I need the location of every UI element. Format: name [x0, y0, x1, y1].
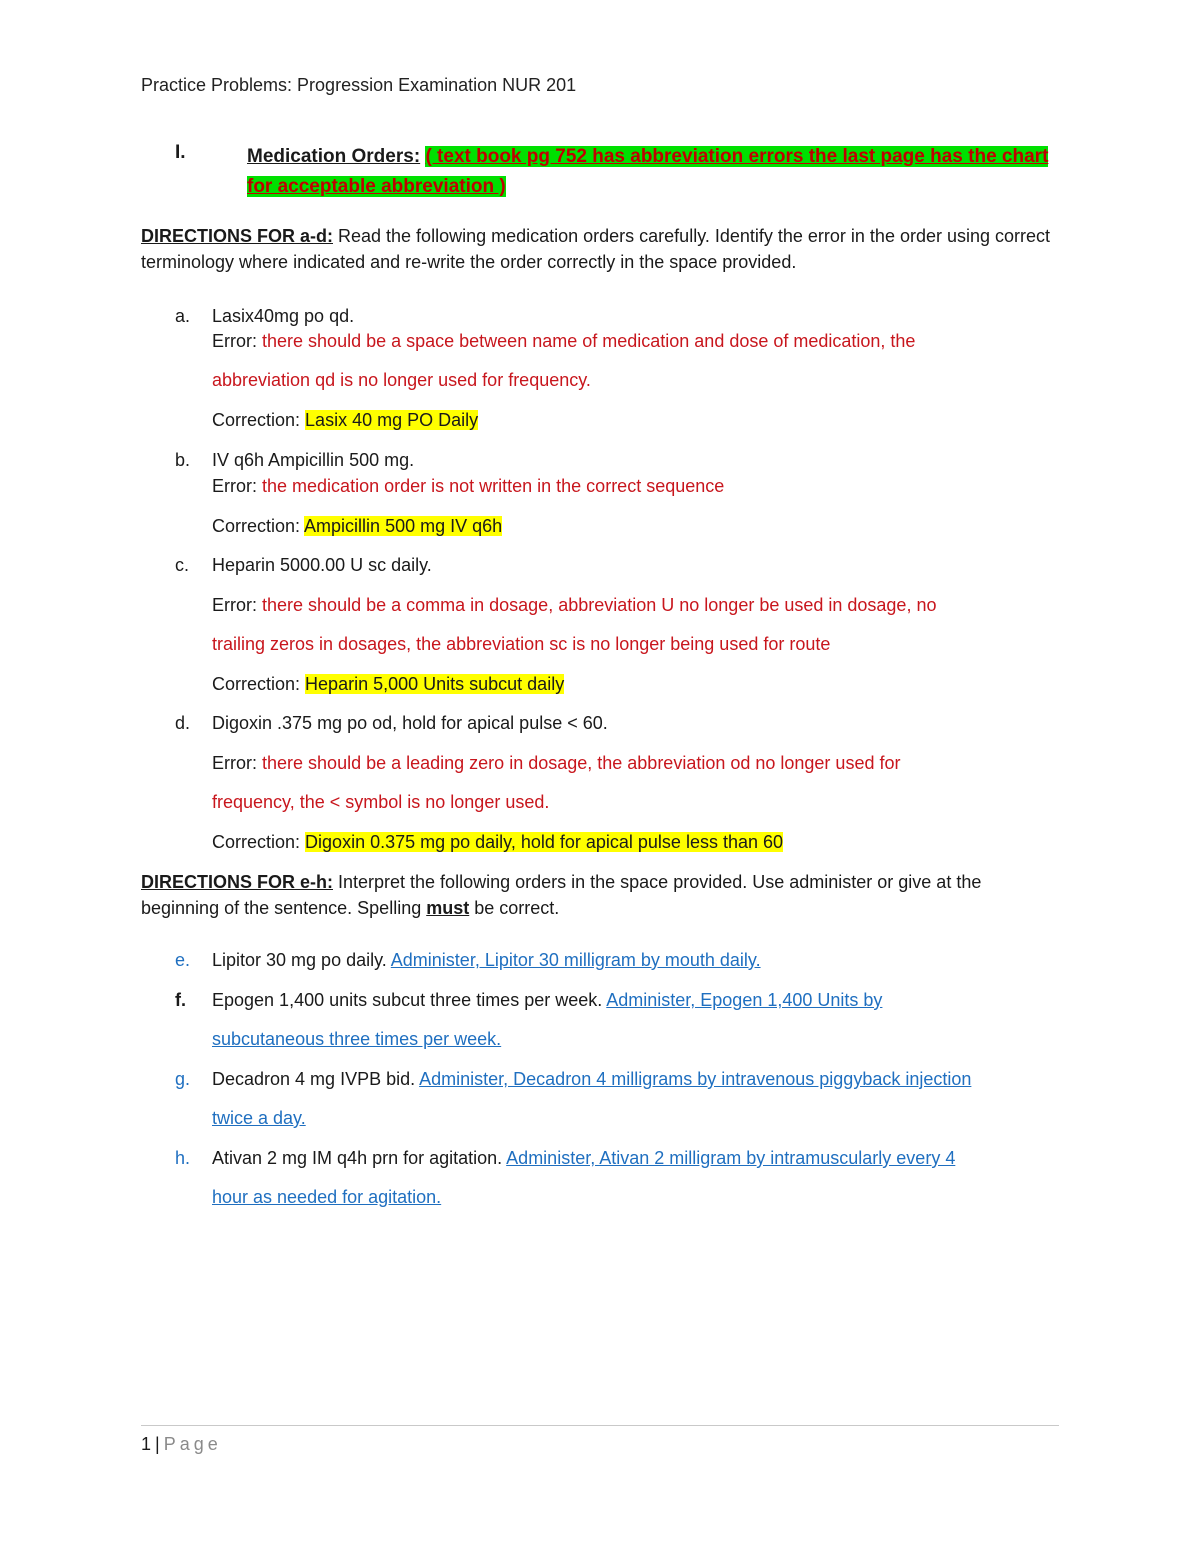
item-h-marker: h. — [175, 1148, 191, 1168]
item-c-correction-text: Heparin 5,000 Units subcut daily — [305, 674, 565, 694]
item-c-correction — [212, 674, 564, 695]
item-d-error-label: Error: — [212, 753, 263, 773]
item-c-marker: c. — [175, 555, 190, 575]
item-d-correction-text: Digoxin 0.375 mg po daily, hold for apical pulse less than 60 — [305, 832, 784, 852]
item-b-correction-label: Correction: — [212, 516, 305, 536]
item-g-line1 — [212, 1069, 971, 1090]
item-b-error-text: the medication order is not written in the correct sequence — [262, 476, 725, 496]
item-b-correction-text: Ampicillin 500 mg IV q6h — [304, 516, 503, 536]
item-d-correction — [212, 832, 783, 853]
directions-e-h-text-end: be correct. — [469, 898, 560, 918]
directions-a-d — [141, 223, 1061, 275]
item-a-correction-label: Correction: — [212, 410, 306, 430]
page-number: 1 — [141, 1434, 152, 1454]
item-e-answer[interactable]: Administer, Lipitor 30 milligram by mouth daily. — [390, 950, 761, 970]
directions-a-d-text: Read the following medication orders carefully. Identify the error in the order using correct terminology where indicated and re-write the order correctly in the space provided. — [141, 226, 1051, 272]
item-a-error-text: there should be a space between name of medication and dose of medication, the — [262, 331, 916, 351]
item-a-marker: a. — [175, 306, 191, 326]
item-a-correction-text: Lasix 40 mg PO Daily — [305, 410, 479, 430]
item-c-error-label: Error: — [212, 595, 263, 615]
item-d-order: Digoxin .375 mg po od, hold for apical pulse < 60. — [212, 713, 608, 733]
directions-a-d-label: DIRECTIONS FOR a-d: — [141, 226, 333, 246]
item-e-order: Lipitor 30 mg po daily. — [212, 950, 391, 970]
item-d-marker: d. — [175, 713, 191, 733]
item-h-line1 — [212, 1148, 955, 1169]
item-f-line1 — [212, 990, 882, 1011]
item-g-answer-line1[interactable]: Administer, Decadron 4 milligrams by intravenous piggyback injection — [419, 1069, 972, 1089]
item-d-correction-label: Correction: — [212, 832, 306, 852]
item-b-correction — [212, 516, 502, 537]
item-h-line2 — [212, 1187, 441, 1208]
item-f-marker: f. — [175, 990, 186, 1010]
item-b-marker: b. — [175, 450, 191, 470]
item-g-line2 — [212, 1108, 306, 1129]
item-b-error-label: Error: — [212, 476, 263, 496]
item-c-error-line2: trailing zeros in dosages, the abbreviation sc is no longer being used for route — [212, 634, 831, 654]
item-h-order: Ativan 2 mg IM q4h prn for agitation. — [212, 1148, 507, 1168]
item-d-error-text: there should be a leading zero in dosage, the abbreviation od no longer used for — [262, 753, 901, 773]
item-e-line1 — [212, 950, 761, 971]
item-d-error-line1 — [212, 753, 900, 774]
item-f-answer-line2[interactable]: subcutaneous three times per week. — [212, 1029, 502, 1049]
page-label: Page — [163, 1434, 222, 1454]
directions-e-h — [141, 869, 1061, 921]
item-f-line2 — [212, 1029, 501, 1050]
item-h-answer-line2[interactable]: hour as needed for agitation. — [212, 1187, 442, 1207]
item-b-error-line1 — [212, 476, 724, 497]
item-f-order: Epogen 1,400 units subcut three times per week. — [212, 990, 607, 1010]
item-a-correction — [212, 410, 478, 431]
directions-e-h-label: DIRECTIONS FOR e-h: — [141, 872, 333, 892]
item-c-error-text: there should be a comma in dosage, abbreviation U no longer be used in dosage, no — [262, 595, 937, 615]
item-b-order: IV q6h Ampicillin 500 mg. — [212, 450, 415, 470]
item-c-correction-label: Correction: — [212, 674, 306, 694]
directions-e-h-text: Interpret the following orders in the space provided. Use administer or give at the beginning of the sentence. Spelling — [141, 872, 982, 918]
item-g-marker: g. — [175, 1069, 191, 1089]
item-a-error-line2: abbreviation qd is no longer used for frequency. — [212, 370, 591, 390]
item-e-marker: e. — [175, 950, 191, 970]
section-number: I. — [175, 142, 186, 163]
item-a-order: Lasix40mg po qd. — [212, 306, 355, 326]
item-d-error-line2: frequency, the < symbol is no longer used. — [212, 792, 550, 812]
item-g-order: Decadron 4 mg IVPB bid. — [212, 1069, 420, 1089]
section-title-block — [247, 142, 1057, 202]
section-note-line1: ( text book pg 752 has abbreviation errors the last page has the chart — [425, 146, 1049, 167]
footer-separator: | — [155, 1434, 160, 1454]
item-g-answer-line2[interactable]: twice a day. — [212, 1108, 306, 1128]
section-note-line2: for acceptable abbreviation ) — [247, 176, 506, 197]
page-header-title: Practice Problems: Progression Examination NUR 201 — [141, 75, 577, 95]
item-h-answer-line1[interactable]: Administer, Ativan 2 milligram by intramuscularly every 4 — [506, 1148, 956, 1168]
directions-e-h-emphasis: must — [426, 898, 470, 918]
page-footer — [141, 1434, 222, 1455]
item-a-error-line1 — [212, 331, 915, 352]
item-c-order: Heparin 5000.00 U sc daily. — [212, 555, 432, 575]
item-c-error-line1 — [212, 595, 936, 616]
footer-divider — [141, 1425, 1059, 1426]
item-f-answer-line1[interactable]: Administer, Epogen 1,400 Units by — [606, 990, 883, 1010]
item-a-error-label: Error: — [212, 331, 263, 351]
section-title: Medication Orders: — [247, 146, 421, 167]
